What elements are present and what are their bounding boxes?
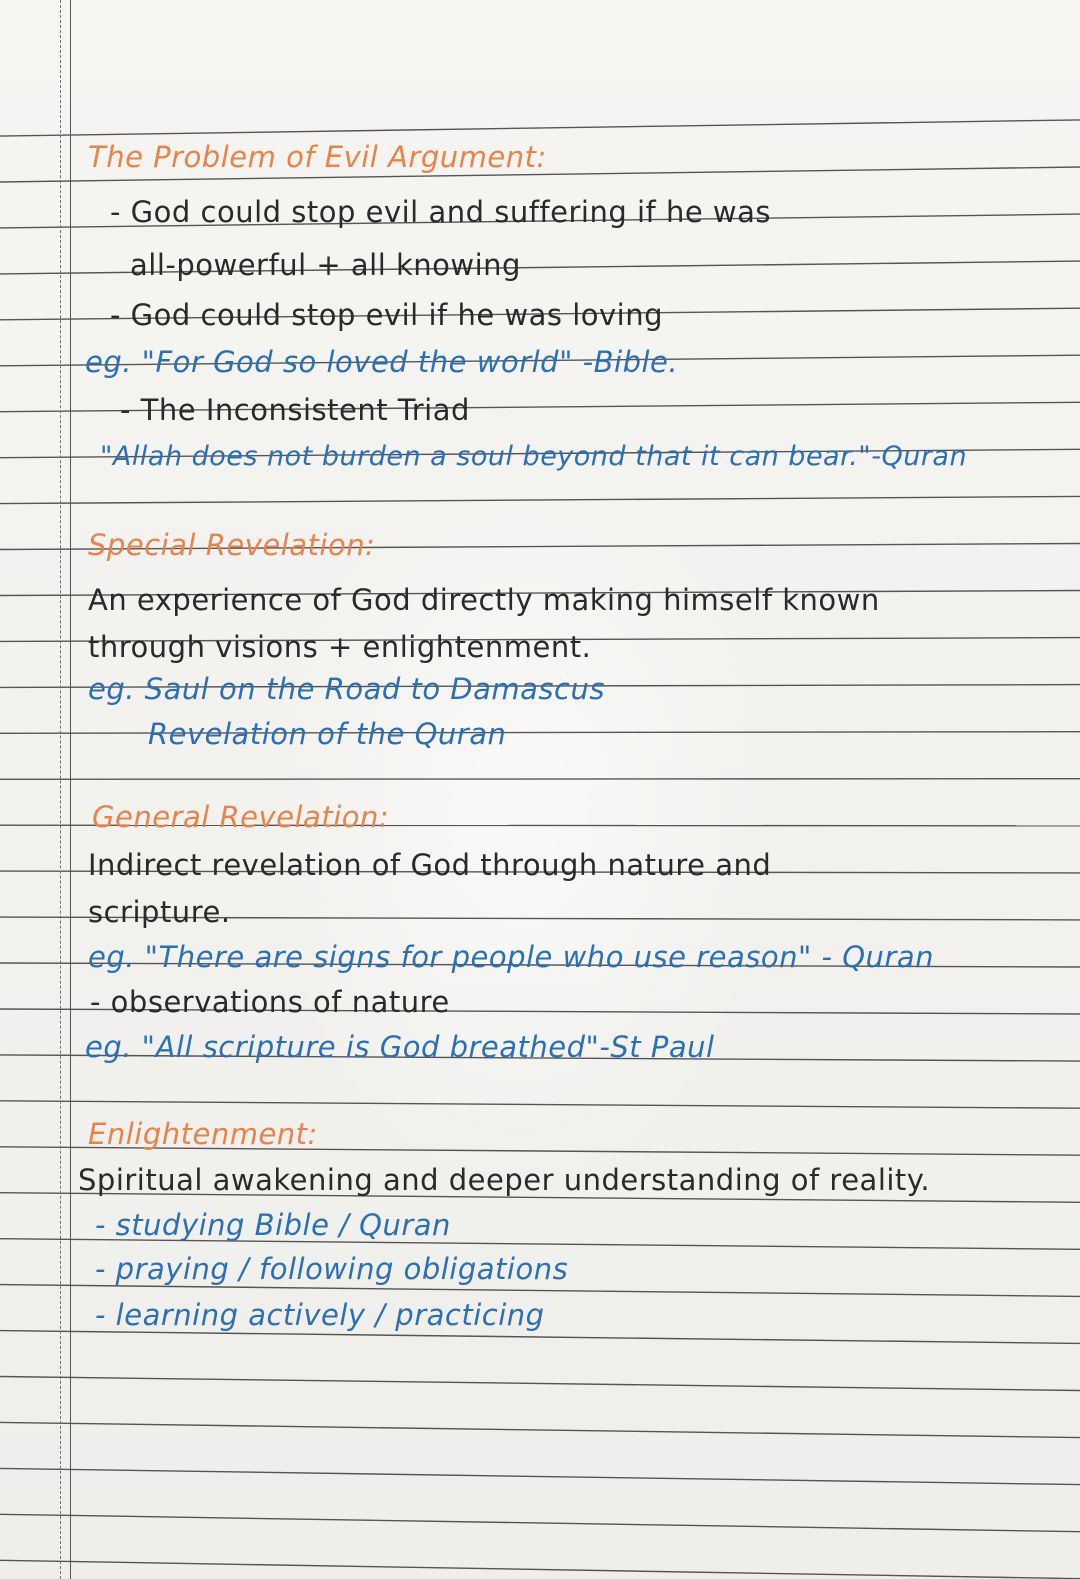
rule-line bbox=[0, 496, 1080, 503]
rule-line bbox=[0, 1377, 1080, 1391]
heading-general-revelation: General Revelation: bbox=[92, 800, 390, 834]
note-line: Spiritual awakening and deeper understanding of reality. bbox=[78, 1163, 931, 1197]
quote-line: eg. "All scripture is God breathed"-St Paul bbox=[85, 1030, 715, 1064]
note-line: through visions + enlightenment. bbox=[88, 630, 592, 664]
rule-line bbox=[0, 120, 1080, 136]
rule-line bbox=[0, 779, 1080, 780]
note-line: Indirect revelation of God through nature and bbox=[88, 848, 772, 882]
quote-line: Revelation of the Quran bbox=[148, 717, 507, 751]
note-line: An experience of God directly making himself known bbox=[88, 583, 880, 617]
margin-line bbox=[70, 0, 71, 1579]
list-item: - studying Bible / Quran bbox=[95, 1208, 451, 1242]
note-line: all-powerful + all knowing bbox=[130, 248, 521, 282]
list-item: - learning actively / practicing bbox=[95, 1298, 545, 1332]
rule-line bbox=[0, 1101, 1080, 1108]
rule-line bbox=[0, 1331, 1080, 1344]
list-item: - praying / following obligations bbox=[95, 1252, 569, 1286]
quote-line: eg. Saul on the Road to Damascus bbox=[88, 672, 605, 706]
rule-line bbox=[0, 1560, 1080, 1578]
rule-line bbox=[0, 1514, 1080, 1531]
rule-line bbox=[0, 1285, 1080, 1297]
rule-line bbox=[0, 1468, 1080, 1484]
quote-line: eg. "For God so loved the world" -Bible. bbox=[85, 345, 679, 379]
note-line: - The Inconsistent Triad bbox=[120, 393, 470, 427]
quote-line: eg. "There are signs for people who use reason" - Quran bbox=[88, 940, 934, 974]
note-line: - God could stop evil if he was loving bbox=[110, 298, 664, 332]
rule-line bbox=[0, 1422, 1080, 1437]
note-line: scripture. bbox=[88, 895, 231, 929]
heading-special-revelation: Special Revelation: bbox=[88, 528, 376, 562]
note-line: - God could stop evil and suffering if he was bbox=[110, 195, 771, 229]
heading-problem-of-evil: The Problem of Evil Argument: bbox=[88, 140, 547, 174]
heading-enlightenment: Enlightenment: bbox=[88, 1117, 318, 1151]
margin-line-dashed bbox=[60, 0, 61, 1579]
quote-line: "Allah does not burden a soul beyond that it can bear."-Quran bbox=[100, 441, 968, 472]
note-line: - observations of nature bbox=[90, 985, 450, 1019]
